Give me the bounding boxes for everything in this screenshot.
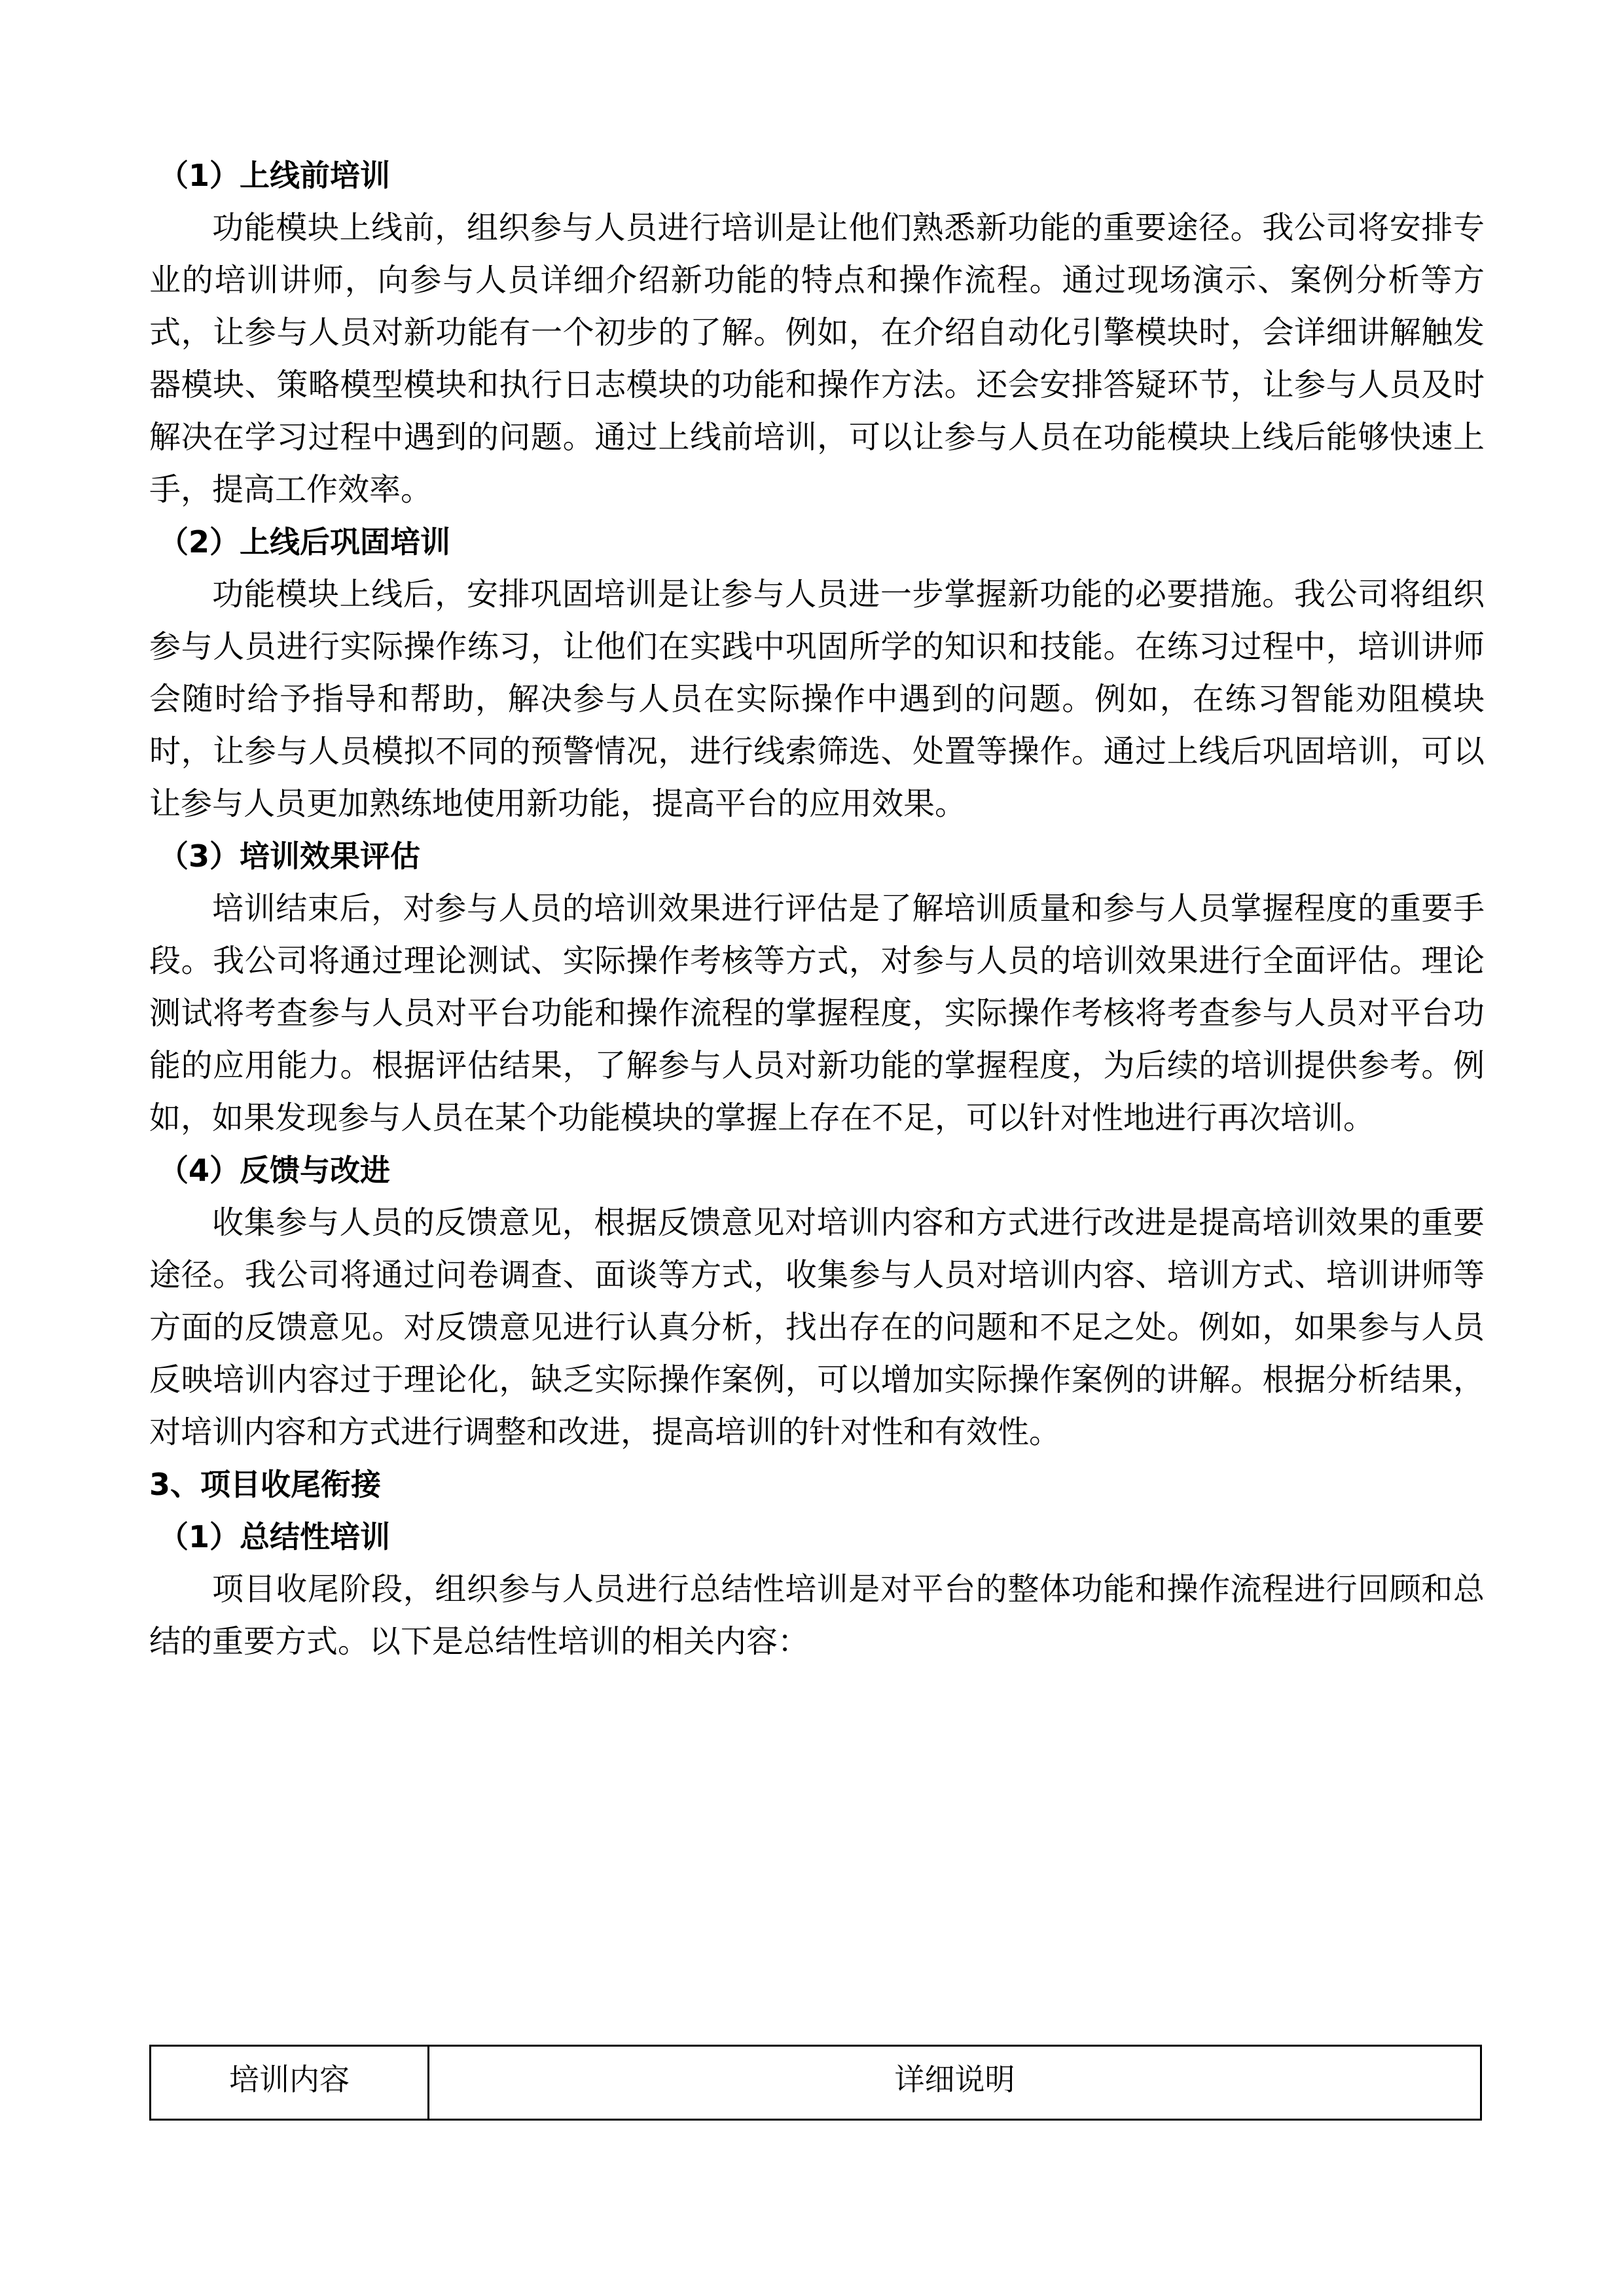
section-paragraph-post-launch-training: 功能模块上线后，安排巩固培训是让参与人员进一步掌握新功能的必要措施。我公司将组织参与人员进行实际操作练习，让他们在实践中巩固所学的知识和技能。在练习过程中，培训讲师会随时给予指导和帮助，解决参与人员在实际操作中遇到的问题。例如，在练习智能劝阻模块时，让参与人员模拟不同的预警情况，进行线索筛选、处置等操作。通过上线后巩固培训，可以让参与人员更加熟练地使用新功能，提高平台的应用效果。: [149, 576, 1485, 822]
section-heading-feedback-improvement: （4）反馈与改进: [158, 1153, 391, 1188]
table-header-detailed-description: 详细说明: [429, 2046, 1481, 2120]
section-heading-post-launch-training: （2）上线后巩固培训: [158, 524, 451, 560]
summary-training-table: [149, 2045, 1482, 2121]
section-heading-pre-launch-training: （1）上线前培训: [158, 158, 391, 193]
section-paragraph-feedback-improvement: 收集参与人员的反馈意见，根据反馈意见对培训内容和方式进行改进是提高培训效果的重要途径。我公司将通过问卷调查、面谈等方式，收集参与人员对培训内容、培训方式、培训讲师等方面的反馈意见。对反馈意见进行认真分析，找出存在的问题和不足之处。例如，如果参与人员反映培训内容过于理论化，缺乏实际操作案例，可以增加实际操作案例的讲解。根据分析结果，对培训内容和方式进行调整和改进，提高培训的针对性和有效性。: [149, 1204, 1485, 1450]
section-paragraph-pre-launch-training: 功能模块上线前，组织参与人员进行培训是让他们熟悉新功能的重要途径。我公司将安排专业的培训讲师，向参与人员详细介绍新功能的特点和操作流程。通过现场演示、案例分析等方式，让参与人员对新功能有一个初步的了解。例如，在介绍自动化引擎模块时，会详细讲解触发器模块、策略模型模块和执行日志模块的功能和操作方法。还会安排答疑环节，让参与人员及时解决在学习过程中遇到的问题。通过上线前培训，可以让参与人员在功能模块上线后能够快速上手，提高工作效率。: [149, 209, 1485, 508]
section-heading-training-evaluation: （3）培训效果评估: [158, 838, 421, 874]
major-heading-project-closing: 3、项目收尾衔接: [149, 1467, 382, 1502]
table-header-row: [151, 2046, 1481, 2120]
document-body: [149, 149, 1485, 1668]
section-heading-summary-training: （1）总结性培训: [158, 1519, 391, 1554]
section-paragraph-summary-training: 项目收尾阶段，组织参与人员进行总结性培训是对平台的整体功能和操作流程进行回顾和总结的重要方式。以下是总结性培训的相关内容：: [149, 1571, 1485, 1660]
table-header-training-content: 培训内容: [151, 2046, 429, 2120]
section-paragraph-training-evaluation: 培训结束后，对参与人员的培训效果进行评估是了解培训质量和参与人员掌握程度的重要手段。我公司将通过理论测试、实际操作考核等方式，对参与人员的培训效果进行全面评估。理论测试将考查参与人员对平台功能和操作流程的掌握程度，实际操作考核将考查参与人员对平台功能的应用能力。根据评估结果，了解参与人员对新功能的掌握程度，为后续的培训提供参考。例如，如果发现参与人员在某个功能模块的掌握上存在不足，可以针对性地进行再次培训。: [149, 890, 1485, 1136]
